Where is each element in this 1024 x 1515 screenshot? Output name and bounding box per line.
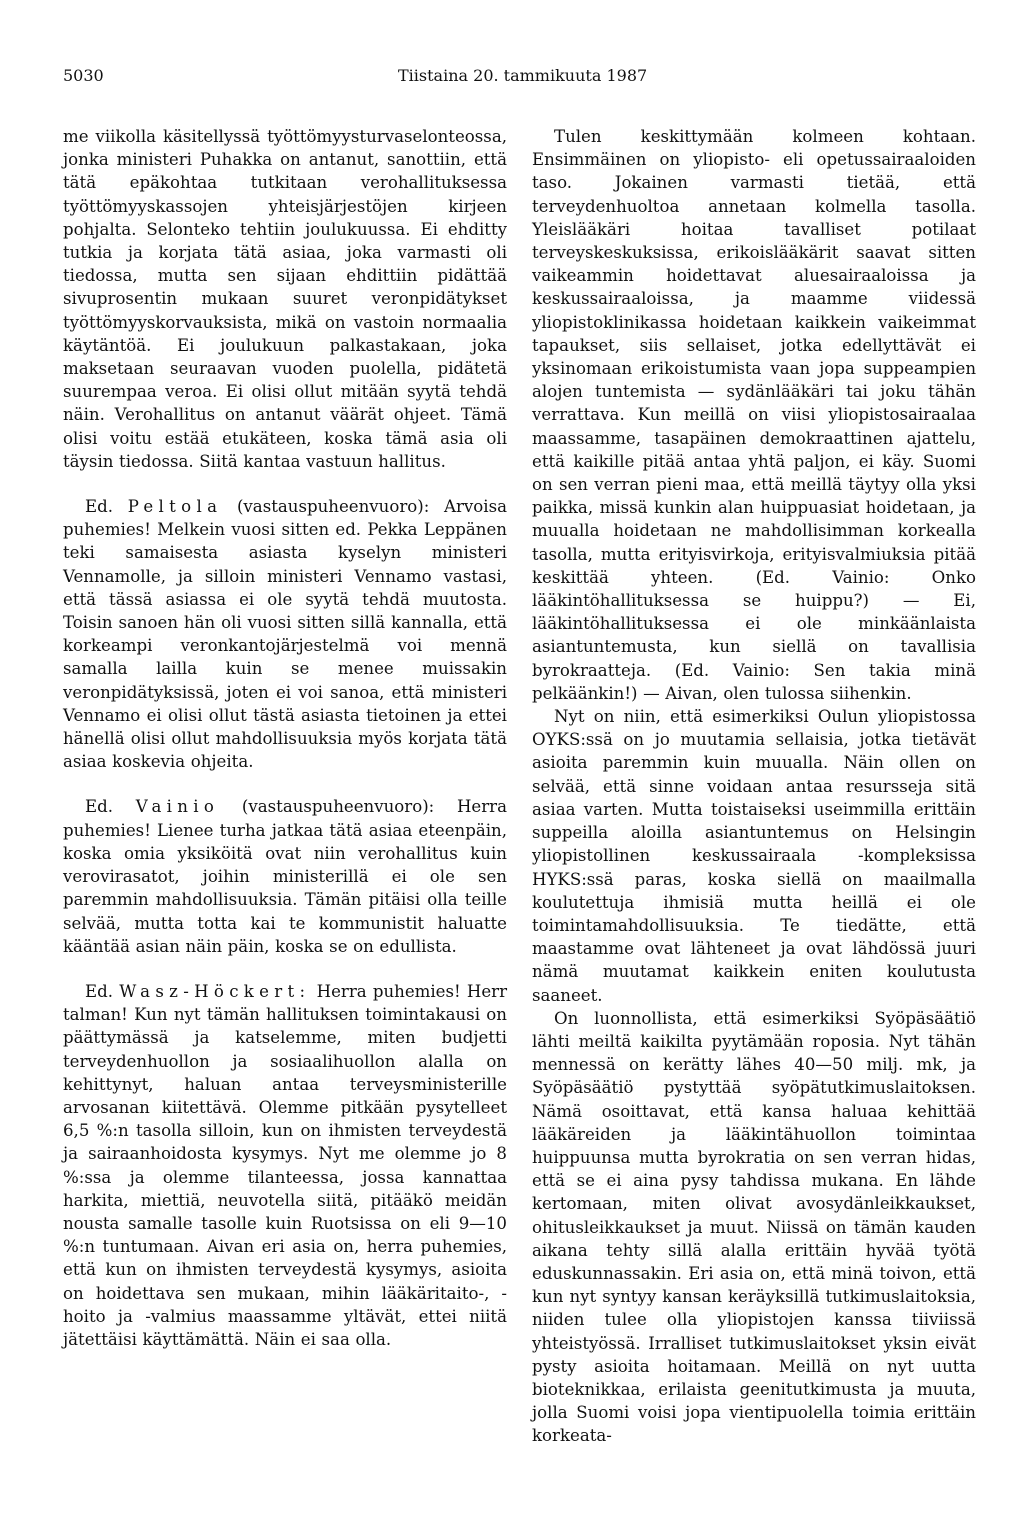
speech-vainio	[63, 795, 507, 957]
speech-wasz-hockert	[63, 980, 507, 1351]
speech-text: (vastauspuheenvuoro): Herra puhemies! Lienee turha jatkaa tätä asiaa eteenpäin, koska omia yksiköitä ovat niin verohallitus kuin verovirasatot, joihin ministerillä ei ole sen paremmin mahdollisuuksia. Tämän pitäisi olla teille selvää, mutta totta kai te kommunistit haluatte kääntää asian näin päin, koska se on edullista.	[63, 797, 507, 956]
speaker-name: Peltola	[127, 497, 223, 517]
right-column	[532, 125, 976, 1448]
paragraph: On luonnollista, että esimerkiksi Syöpäsäätiö lähti meiltä kaikilta pyytämään roposia. Nyt tähän mennessä on kerätty lähes 40—50 milj. mk, ja Syöpäsäätiö pystyttää syöpätutkimuslaitoksen. Nämä osoittavat, että kansa haluaa kehittää lääkäreiden ja lääkintähuollon toimintaa huippuunsa mutta byrokratia on sen verran hidas, että se ei aina pysy tahdissa mukana. En lähde kertomaan, miten olivat avosydänleikkaukset, ohitusleikkaukset ja muut. Niissä on tämän kauden aikana tehty sillä alalla erittäin hyvää työtä eduskunnassakin. Eri asia on, että minä toivon, että kun nyt syntyy kansan keräyksillä tutkimuslaitoksia, niiden tulee olla yliopistojen kanssa tiiviissä yhteistyössä. Irralliset tutkimuslaitokset yksin eivät pysty asioita hoitamaan. Meillä on nyt uutta bioteknikkaa, erilaista geenitutkimusta ja muuta, jolla Suomi voisi jopa vientipuolella toimia erittäin korkeata-	[532, 1008, 976, 1446]
speaker-name: Wasz-Höckert:	[119, 981, 311, 1001]
speech-text: Herra puhemies! Herr talman! Kun nyt tämän hallituksen toimintakausi on päättymässä ja katselemme, miten budjetti terveydenhuollon ja sosiaalihuollon alalla on kehittynyt, haluan antaa terveysministerille arvosanan kiitettävä. Olemme pitkään pysytelleet 6,5 %:n tasolla silloin, kun on ihmisten terveydestä ja sairaanhoidosta kysymys. Nyt me olemme jo 8 %:ssa ja olemme tilanteessa, jossa kannattaa harkita, miettiä, neuvotella siitä, pitääkö meidän nousta samalle tasolle kuin Ruotsissa on eli 9—10 %:n tuntumaan. Aivan eri asia on, herra puhemies, että kun on ihmisten terveydestä kysymys, asioita on hoidettava sen mukaan, mihin lääkäritaito-, -hoito ja -valmius maassamme yltävät, ettei niitä jätettäisi käyttämättä. Näin ei saa olla.	[63, 981, 508, 1349]
paragraph: me viikolla käsitellyssä työttömyysturvaselonteossa, jonka ministeri Puhakka on antanut, sanottiin, että tätä epäkohtaa tutkitaan verohallituksessa työttömyyskassojen yhteisjärjestöjen kirjeen pohjalta. Selonteko tehtiin joulukuussa. Ei ehditty tutkia ja korjata tätä asiaa, joka varmasti oli tiedossa, mutta sen sijaan ehdittiin pidättää sivuprosentin mukaan suuret veronpidätykset työttömyyskorvauksista, mikä on vastoin normaalia käytäntöä. Ei joulukuun palkastakaan, joka maksetaan seuraavan vuoden puolella, pidätetä suurempaa veroa. Ei olisi ollut mitään syytä tehdä näin. Verohallitus on antanut väärät ohjeet. Tämä olisi voitu estää etukäteen, koska tämä asia oli täysin tiedossa. Siitä kantaa vastuun hallitus.	[63, 127, 507, 471]
speech-prefix: Ed.	[85, 981, 114, 1001]
page-header	[0, 66, 1024, 92]
paragraph: Nyt on niin, että esimerkiksi Oulun yliopistossa OYKS:ssä on jo muutamia sellaisia, jotka tietävät asioita paremmin kuin muualla. Näin ollen on selvää, että sinne voidaan antaa resursseja sitä asiaa varten. Mutta toistaiseksi useimmilla erittäin suppeilla aloilla asiantuntemus on Helsingin yliopistollinen keskussairaala -kompleksissa HYKS:ssä paras, koska siellä on maailmalla koulutettuja ihmisiä mutta heillä ei ole toimintamahdollisuuksia. Te tiedätte, että maastamme ovat lähteneet ja ovat lähdössä juuri nämä muutamat kaikkein eniten koulutusta saaneet.	[532, 707, 976, 1005]
running-head: Tiistaina 20. tammikuuta 1987	[398, 66, 648, 85]
speech-text: (vastauspuheenvuoro): Arvoisa puhemies! Melkein vuosi sitten ed. Pekka Leppänen teki samaisesta asiasta kyselyn ministeri Vennamolle, ja silloin ministeri Vennamo vastasi, että tässä asiassa ei ole syytä tehdä muutosta. Toisin sanoen hän oli vuosi sitten sillä kannalla, että korkeampi veronkantojärjestelmä voi mennä samalla lailla kuin se menee muissakin veronpidätyksissä, joten ei voi sanoa, että ministeri Vennamo ei olisi ollut tästä asiasta tietoinen ja ettei hänellä olisi ollut mahdollisuuksia myös korjata tätä asiaa koskevia ohjeita.	[63, 497, 507, 772]
speech-prefix: Ed.	[85, 797, 114, 817]
paragraph: Tulen keskittymään kolmeen kohtaan. Ensimmäinen on yliopisto- eli opetussairaaloiden taso. Jokainen varmasti tietää, että terveydenhuoltoa annetaan kolmella tasolla. Yleislääkäri hoitaa tavalliset potilaat terveyskeskuksissa, erikoislääkärit saavat sitten vaikeammin hoidettavat aluesairaaloissa ja keskussairaaloissa, ja maamme viidessä yliopistoklinikassa hoidetaan kaikkein vaikeimmat tapaukset, siis sellaiset, jotka edellyttävät ei yksinomaan erikoistumista vaan jopa suppeampien alojen tuntemista — sydänlääkäri tai joku tähän verrattava. Kun meillä on viisi yliopistosairaalaa maassamme, tasapäinen demokraattinen ajattelu, että kaikille pitää antaa yhtä paljon, ei käy. Suomi on sen verran pieni maa, että meillä täytyy olla yksi paikka, missä kunkin alan huippuasiat hoidetaan, ja muualla hoidetaan ne mahdollisimman korkealla tasolla, mutta erityisvirkoja, erityisvalmiuksia pitää keskittää yhteen. (Ed. Vainio: Onko lääkintöhallituksessa se huippu?) — Ei, lääkintöhallituksessa ei ole minkäänlaista asiantuntemusta, kun siellä on tavallisia byrokraatteja. (Ed. Vainio: Sen takia minä pelkäänkin!) — Aivan, olen tulossa siihenkin.	[532, 127, 976, 703]
speech-peltola	[63, 495, 507, 773]
page-number: 5030	[63, 66, 104, 85]
speaker-name: Vainio	[135, 797, 220, 817]
speech-prefix: Ed.	[85, 497, 114, 517]
left-column	[63, 125, 507, 1351]
